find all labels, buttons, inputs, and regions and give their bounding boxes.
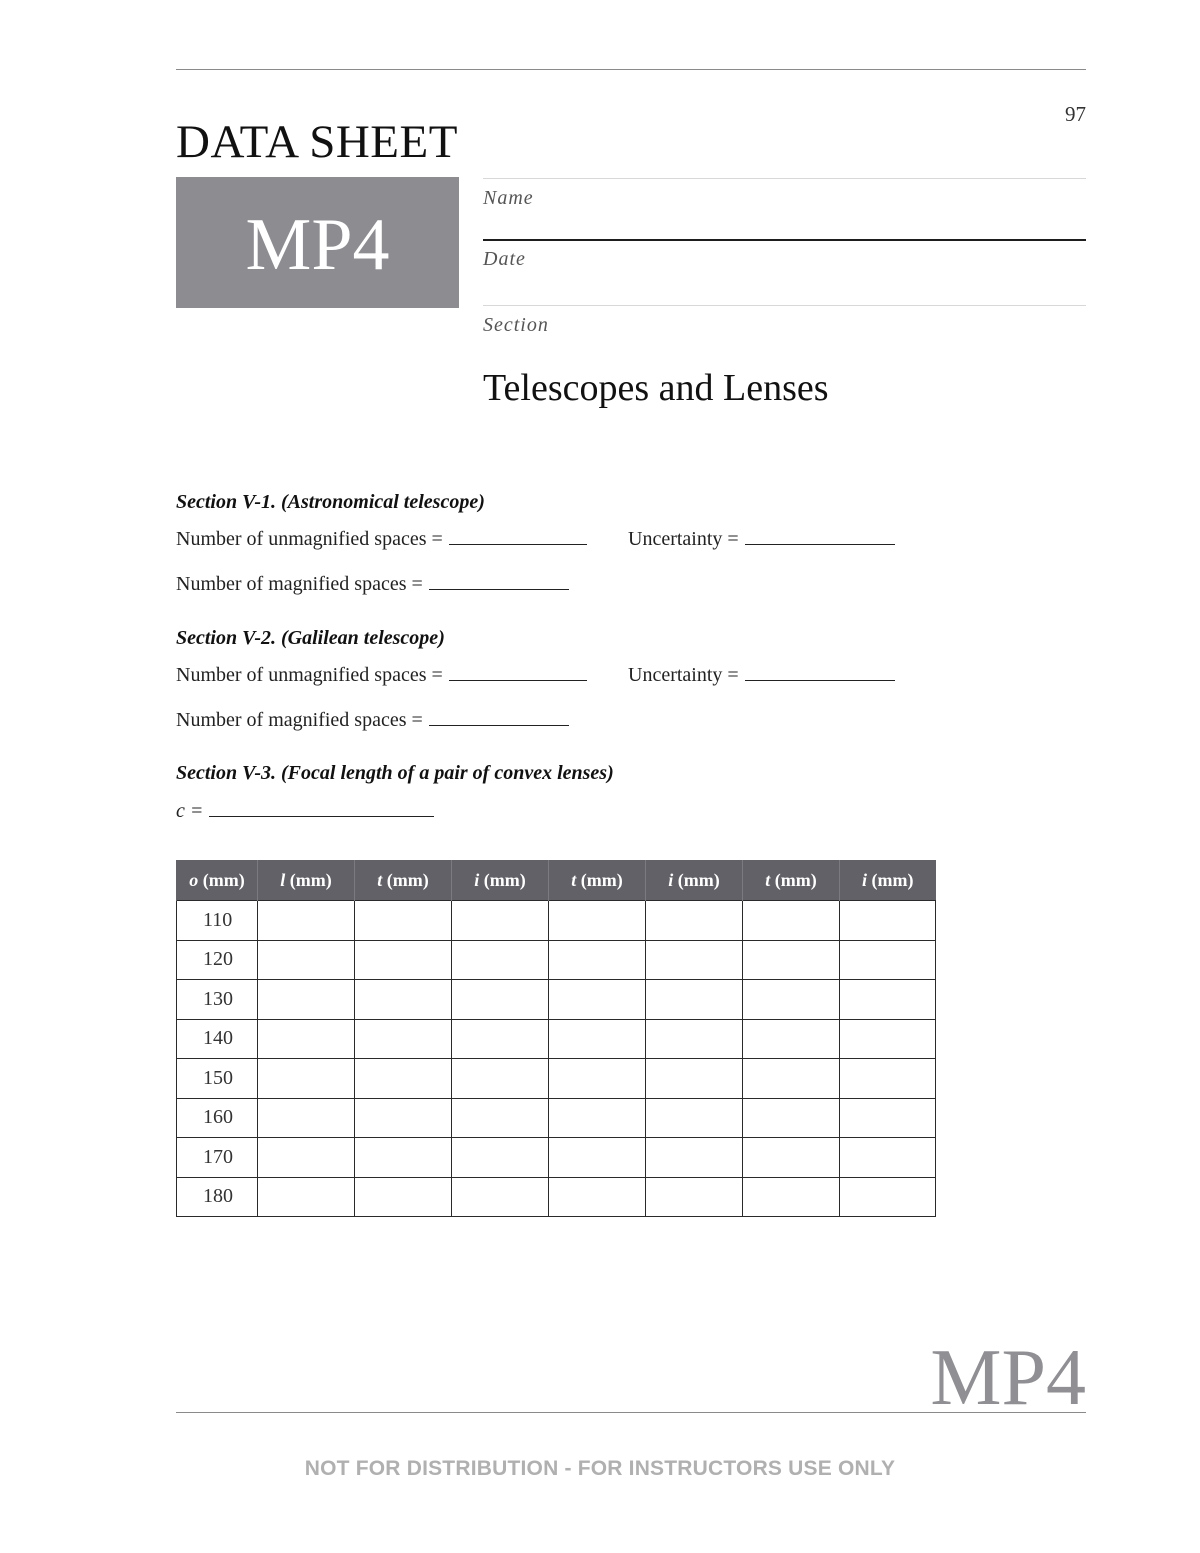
data-cell[interactable]: [355, 940, 452, 980]
v2-magnified-label: Number of magnified spaces =: [176, 709, 423, 731]
o-value-cell: 130: [177, 980, 258, 1020]
data-cell[interactable]: [549, 980, 646, 1020]
section-v2-heading: Section V-2. (Galilean telescope): [176, 627, 445, 649]
data-cell[interactable]: [549, 940, 646, 980]
data-cell[interactable]: [840, 1059, 936, 1099]
data-cell[interactable]: [743, 1098, 840, 1138]
data-cell[interactable]: [840, 901, 936, 941]
data-cell[interactable]: [549, 901, 646, 941]
table-row: [177, 1177, 936, 1217]
data-cell[interactable]: [452, 1098, 549, 1138]
v3-c-label: c =: [176, 800, 204, 822]
col-header-t2: t (mm): [549, 860, 646, 901]
col-header-t1: t (mm): [355, 860, 452, 901]
o-value-cell: 160: [177, 1098, 258, 1138]
data-cell[interactable]: [840, 980, 936, 1020]
top-rule: [176, 69, 1086, 70]
v2-unmagnified-row: [176, 664, 587, 687]
distribution-notice: NOT FOR DISTRIBUTION - FOR INSTRUCTORS USE ONLY: [304, 1457, 896, 1480]
mp4-badge-label: MP4: [245, 203, 390, 286]
data-cell[interactable]: [743, 1138, 840, 1178]
bottom-rule: [176, 1412, 1086, 1413]
data-cell[interactable]: [646, 940, 743, 980]
data-cell[interactable]: [646, 1177, 743, 1217]
data-cell[interactable]: [646, 901, 743, 941]
table-row: [177, 980, 936, 1020]
sheet-title: DATA SHEET: [176, 116, 458, 168]
v1-magnified-blank[interactable]: [429, 573, 569, 590]
data-cell[interactable]: [355, 1059, 452, 1099]
v3-c-row: [176, 800, 434, 823]
v2-uncertainty-label: Uncertainty =: [628, 664, 739, 686]
data-cell[interactable]: [355, 1098, 452, 1138]
data-cell[interactable]: [355, 1138, 452, 1178]
data-cell[interactable]: [840, 1177, 936, 1217]
data-cell[interactable]: [258, 1019, 355, 1059]
data-cell[interactable]: [549, 1098, 646, 1138]
data-cell[interactable]: [355, 980, 452, 1020]
date-label: Date: [483, 248, 526, 270]
data-cell[interactable]: [452, 980, 549, 1020]
lab-title: Telescopes and Lenses: [483, 367, 829, 409]
data-cell[interactable]: [743, 940, 840, 980]
data-cell[interactable]: [258, 1098, 355, 1138]
date-field[interactable]: [483, 305, 1086, 306]
page-number: 97: [1065, 102, 1086, 126]
data-cell[interactable]: [355, 901, 452, 941]
o-value-cell: 110: [177, 901, 258, 941]
data-cell[interactable]: [743, 980, 840, 1020]
v2-unmagnified-blank[interactable]: [449, 664, 587, 681]
v2-uncertainty-blank[interactable]: [745, 664, 895, 681]
data-cell[interactable]: [549, 1059, 646, 1099]
v2-magnified-blank[interactable]: [429, 709, 569, 726]
o-value-cell: 150: [177, 1059, 258, 1099]
table-row: [177, 940, 936, 980]
data-cell[interactable]: [646, 1059, 743, 1099]
table-header-row: [177, 860, 936, 901]
v1-magnified-row: [176, 573, 569, 596]
data-cell[interactable]: [355, 1019, 452, 1059]
o-value-cell: 140: [177, 1019, 258, 1059]
data-cell[interactable]: [743, 1177, 840, 1217]
footer-mp4-mark: MP4: [930, 1334, 1086, 1422]
v1-uncertainty-row: [628, 528, 895, 551]
data-cell[interactable]: [743, 901, 840, 941]
name-top-rule: [483, 178, 1086, 179]
v1-magnified-label: Number of magnified spaces =: [176, 573, 423, 595]
data-cell[interactable]: [355, 1177, 452, 1217]
section-v3-heading: Section V-3. (Focal length of a pair of convex lenses): [176, 762, 614, 784]
data-cell[interactable]: [452, 901, 549, 941]
section-label: Section: [483, 314, 549, 336]
table-row: [177, 1019, 936, 1059]
o-value-cell: 180: [177, 1177, 258, 1217]
table-row: [177, 1059, 936, 1099]
data-cell[interactable]: [840, 940, 936, 980]
data-table: [176, 860, 936, 1217]
col-header-o: o (mm): [177, 860, 258, 901]
v1-unmagnified-blank[interactable]: [449, 528, 587, 545]
v2-uncertainty-row: [628, 664, 895, 687]
v1-unmagnified-label: Number of unmagnified spaces =: [176, 528, 443, 550]
data-cell[interactable]: [258, 901, 355, 941]
col-header-i3: i (mm): [840, 860, 936, 901]
col-header-l: l (mm): [258, 860, 355, 901]
col-header-t3: t (mm): [743, 860, 840, 901]
data-cell[interactable]: [452, 1059, 549, 1099]
data-cell[interactable]: [646, 1098, 743, 1138]
v1-uncertainty-label: Uncertainty =: [628, 528, 739, 550]
o-value-cell: 120: [177, 940, 258, 980]
table-row: [177, 1138, 936, 1178]
v1-unmagnified-row: [176, 528, 587, 551]
data-cell[interactable]: [646, 1138, 743, 1178]
name-label: Name: [483, 187, 534, 209]
data-cell[interactable]: [258, 940, 355, 980]
data-cell[interactable]: [549, 1177, 646, 1217]
v1-uncertainty-blank[interactable]: [745, 528, 895, 545]
table-row: [177, 901, 936, 941]
data-cell[interactable]: [258, 1138, 355, 1178]
o-value-cell: 170: [177, 1138, 258, 1178]
data-cell[interactable]: [743, 1019, 840, 1059]
data-cell[interactable]: [258, 1059, 355, 1099]
col-header-i1: i (mm): [452, 860, 549, 901]
data-cell[interactable]: [452, 1019, 549, 1059]
col-header-i2: i (mm): [646, 860, 743, 901]
data-cell[interactable]: [840, 1138, 936, 1178]
data-cell[interactable]: [646, 1019, 743, 1059]
v2-magnified-row: [176, 709, 569, 732]
data-cell[interactable]: [840, 1098, 936, 1138]
mp4-badge: [176, 177, 459, 308]
data-cell[interactable]: [452, 1138, 549, 1178]
data-cell[interactable]: [549, 1138, 646, 1178]
section-v1-heading: Section V-1. (Astronomical telescope): [176, 491, 485, 513]
data-cell[interactable]: [258, 1177, 355, 1217]
data-cell[interactable]: [646, 980, 743, 1020]
data-cell[interactable]: [549, 1019, 646, 1059]
name-field[interactable]: [483, 239, 1086, 241]
v2-unmagnified-label: Number of unmagnified spaces =: [176, 664, 443, 686]
data-cell[interactable]: [452, 1177, 549, 1217]
v3-c-blank[interactable]: [209, 800, 434, 817]
data-cell[interactable]: [258, 980, 355, 1020]
data-cell[interactable]: [452, 940, 549, 980]
data-cell[interactable]: [840, 1019, 936, 1059]
table-row: [177, 1098, 936, 1138]
data-cell[interactable]: [743, 1059, 840, 1099]
